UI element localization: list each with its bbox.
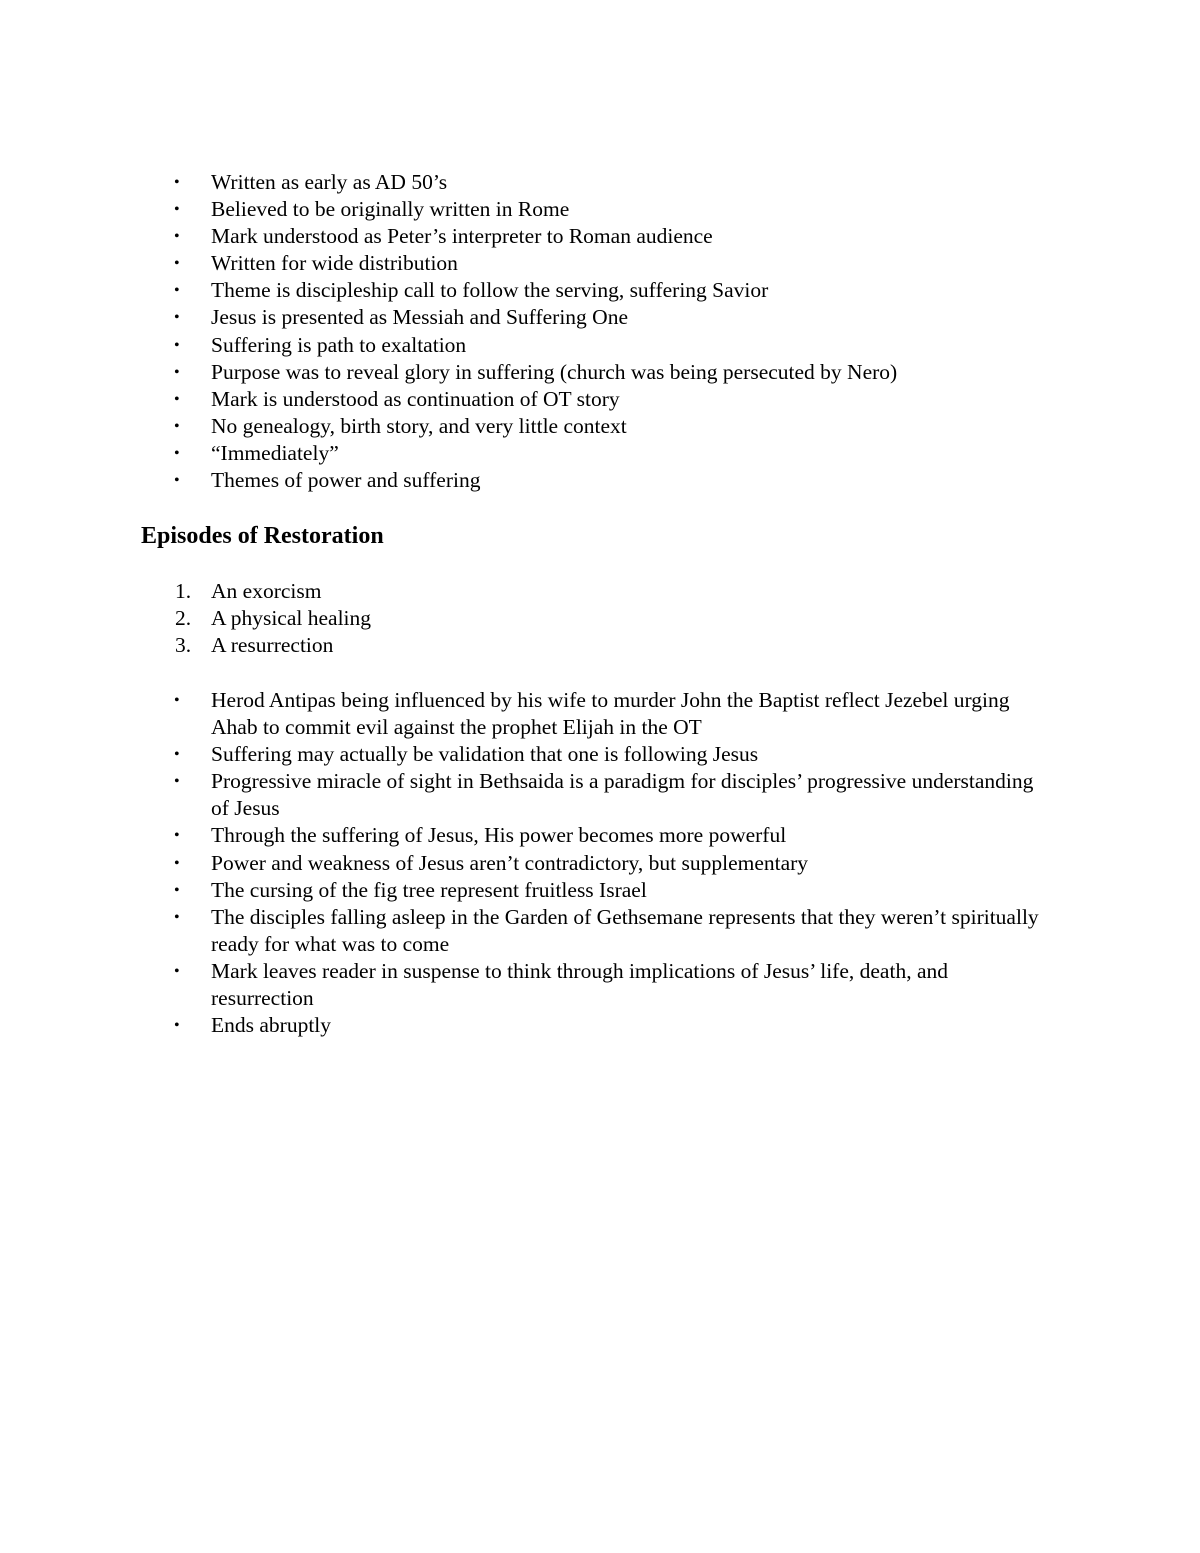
list-item bbox=[0, 850, 1041, 877]
list-item bbox=[0, 741, 1041, 768]
list-item-text: A physical healing bbox=[211, 606, 372, 631]
list-item-text: Theme is discipleship call to follow the serving, suffering Savior bbox=[211, 278, 769, 303]
bullet-marker: • bbox=[174, 201, 180, 219]
list-item bbox=[0, 169, 1041, 196]
list-item bbox=[0, 467, 1041, 494]
list-item bbox=[0, 277, 1041, 304]
bullet-marker: • bbox=[174, 417, 180, 435]
bullet-marker: • bbox=[174, 336, 180, 354]
bullet-marker: • bbox=[174, 228, 180, 246]
number-marker: 1. bbox=[175, 579, 192, 603]
list-item-text: Believed to be originally written in Rome bbox=[211, 197, 570, 222]
bullet-marker: • bbox=[174, 908, 180, 926]
section-heading: Episodes of Restoration bbox=[141, 523, 384, 549]
bullet-marker: • bbox=[174, 444, 180, 462]
list-item-text: The cursing of the fig tree represent fruitless Israel bbox=[211, 877, 647, 902]
bullet-marker: • bbox=[174, 746, 180, 764]
list-item bbox=[0, 250, 1041, 277]
list-item bbox=[0, 413, 1041, 440]
bullet-marker: • bbox=[174, 390, 180, 408]
list-item-text: Written as early as AD 50’s bbox=[211, 170, 448, 194]
list-item bbox=[0, 687, 1041, 741]
list-item bbox=[0, 332, 1041, 359]
list-item bbox=[0, 196, 1041, 223]
bullet-marker: • bbox=[174, 827, 180, 845]
number-marker: 3. bbox=[175, 633, 192, 658]
list-item-text: Jesus is presented as Messiah and Suffering One bbox=[211, 305, 628, 330]
list-item-text: Through the suffering of Jesus, His power becomes more powerful bbox=[211, 823, 787, 848]
list-item bbox=[0, 359, 1041, 386]
bullet-marker: • bbox=[174, 472, 180, 490]
number-marker: 2. bbox=[175, 606, 192, 631]
bullet-marker: • bbox=[174, 854, 180, 872]
bullet-marker: • bbox=[174, 174, 180, 191]
list-item-text: Suffering is path to exaltation bbox=[211, 332, 467, 357]
list-item bbox=[0, 822, 1041, 849]
list-item-text: Purpose was to reveal glory in suffering (church was being persecuted by Nero) bbox=[211, 359, 898, 384]
list-item-text: Power and weakness of Jesus aren’t contradictory, but supplementary bbox=[211, 850, 809, 875]
list-item bbox=[0, 440, 1041, 467]
list-item-text: The disciples falling asleep in the Garden of Gethsemane represents that they weren’t spiritually ready for what was to come bbox=[211, 904, 1039, 956]
list-item bbox=[0, 386, 1041, 413]
list-item-text: Progressive miracle of sight in Bethsaida is a paradigm for disciples’ progressive understanding of Jesus bbox=[211, 769, 1034, 821]
bullet-marker: • bbox=[174, 1017, 180, 1035]
list-item bbox=[0, 904, 1041, 958]
list-item-text: Herod Antipas being influenced by his wife to murder John the Baptist reflect Jezebel urging Ahab to commit evil against the prophet Elijah in the OT bbox=[211, 688, 1010, 740]
list-item bbox=[0, 768, 1041, 822]
list-item-text: Mark is understood as continuation of OT story bbox=[211, 386, 620, 411]
list-item-text: Ends abruptly bbox=[211, 1013, 332, 1038]
bullet-marker: • bbox=[174, 962, 180, 980]
list-item-text: Themes of power and suffering bbox=[211, 468, 481, 493]
bullet-marker: • bbox=[174, 773, 180, 791]
list-item-text: No genealogy, birth story, and very little context bbox=[211, 413, 627, 438]
bullet-marker: • bbox=[174, 282, 180, 300]
list-item bbox=[0, 605, 1041, 632]
list-item-text: An exorcism bbox=[211, 579, 322, 603]
list-item bbox=[0, 632, 1041, 659]
list-item bbox=[0, 877, 1041, 904]
summary-bullet-list bbox=[0, 169, 1200, 494]
bullet-marker: • bbox=[174, 255, 180, 273]
list-item-text: Mark understood as Peter’s interpreter to Roman audience bbox=[211, 224, 713, 249]
list-item bbox=[0, 578, 1041, 605]
list-item bbox=[0, 958, 1041, 1012]
restoration-numbered-list bbox=[0, 578, 1200, 659]
bullet-marker: • bbox=[174, 881, 180, 899]
list-item-text: “Immediately” bbox=[211, 440, 339, 465]
bullet-marker: • bbox=[174, 363, 180, 381]
list-item-text: A resurrection bbox=[211, 633, 334, 658]
list-item bbox=[0, 1012, 1041, 1039]
list-item-text: Suffering may actually be validation that one is following Jesus bbox=[211, 742, 759, 767]
list-item-text: Written for wide distribution bbox=[211, 251, 458, 276]
list-item bbox=[0, 223, 1041, 250]
bullet-marker: • bbox=[174, 692, 180, 709]
list-item bbox=[0, 304, 1041, 331]
bullet-marker: • bbox=[174, 309, 180, 327]
list-item-text: Mark leaves reader in suspense to think through implications of Jesus’ life, death, and resurrection bbox=[211, 958, 948, 1011]
notes-bullet-list bbox=[0, 687, 1200, 1039]
